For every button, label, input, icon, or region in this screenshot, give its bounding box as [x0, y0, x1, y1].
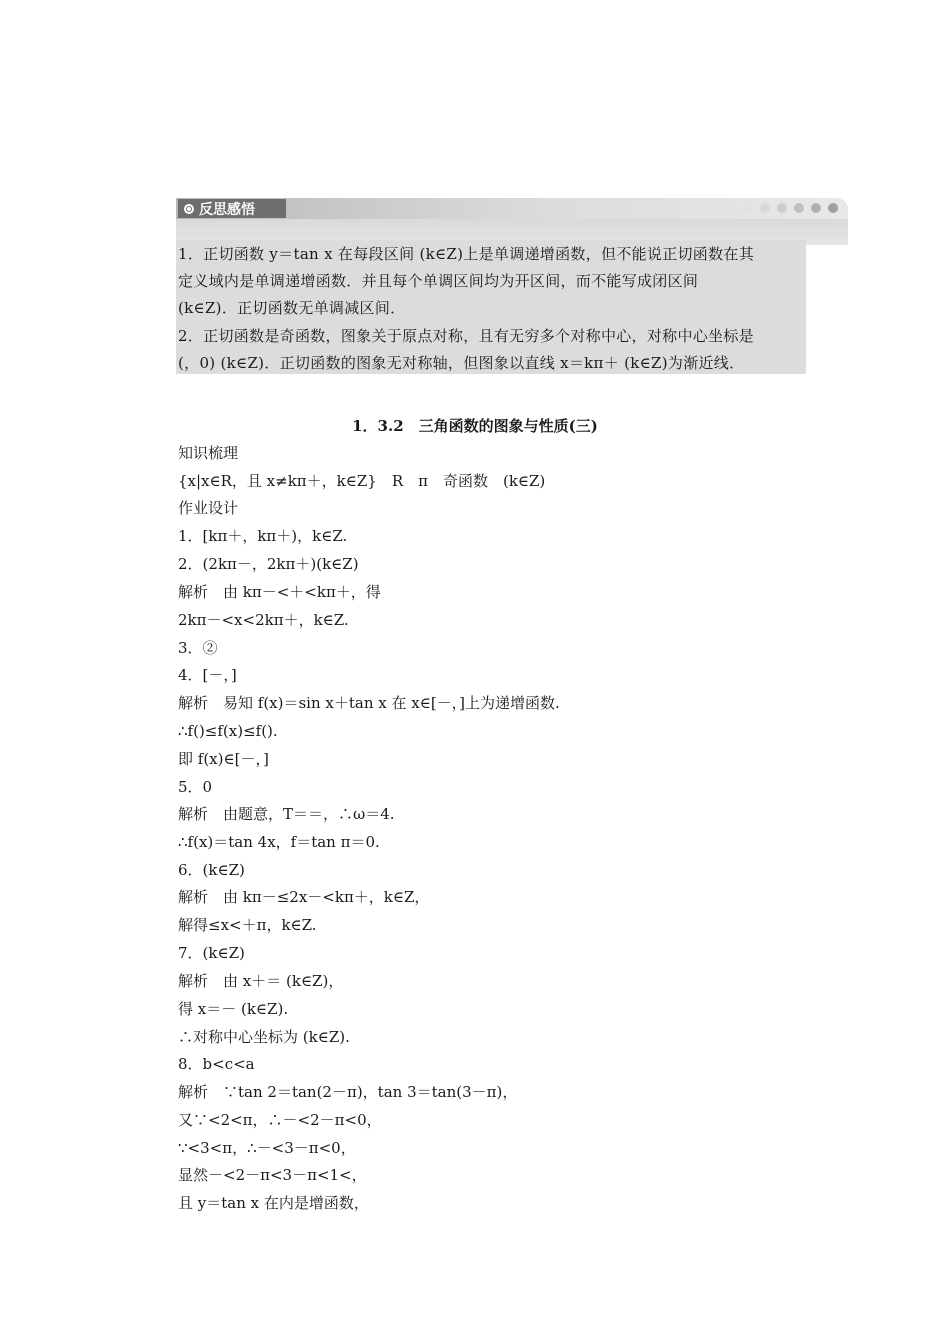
body-line: 1．[kπ＋，kπ＋)，k∈Z. — [178, 527, 348, 545]
dot-icon — [794, 203, 804, 213]
body-line: ∴f(x)＝tan 4x，f＝tan π＝0. — [178, 833, 380, 851]
body-line: 解析 由题意，T＝＝，∴ω＝4. — [178, 805, 395, 823]
body-line: 得 x＝－ (k∈Z). — [178, 1000, 289, 1018]
summary-line: (k∈Z)．正切函数无单调减区间． — [178, 299, 406, 317]
dot-icon — [828, 203, 838, 213]
bullseye-icon — [184, 204, 194, 214]
body-line: 解得≤x<＋π，k∈Z. — [178, 916, 317, 934]
body-line: ∴对称中心坐标为 (k∈Z). — [178, 1028, 350, 1046]
body-line: 解析 由 x＋＝ (k∈Z)， — [178, 972, 344, 990]
body-line: 即 f(x)∈[－，] — [178, 750, 269, 768]
body-line: 解析 ∵tan 2＝tan(2－π)，tan 3＝tan(3－π)， — [178, 1083, 518, 1101]
section-title: 1．3.2 三角函数的图象与性质(三) — [352, 417, 598, 435]
body-line: 4．[－，] — [178, 666, 237, 684]
summary-line: (，0) (k∈Z)．正切函数的图象无对称轴，但图象以直线 x＝kπ＋ (k∈Z)为渐近线． — [178, 354, 745, 372]
summary-line: 1．正切函数 y＝tan x 在每段区间 (k∈Z)上是单调递增函数，但不能说正切函数在其 — [178, 245, 755, 263]
body-line: 显然－<2－π<3－π<1<， — [178, 1166, 367, 1184]
dot-icon — [743, 203, 753, 213]
body-line: 知识梳理 — [178, 444, 239, 462]
banner-label: 反思感悟 — [199, 201, 255, 218]
body-line: 3．② — [178, 639, 218, 657]
body-line: ∴f()≤f(x)≤f(). — [178, 722, 278, 740]
dot-icon — [777, 203, 787, 213]
body-line: 又∵<2<π，∴－<2－π<0， — [178, 1111, 382, 1129]
reflection-banner — [176, 198, 848, 246]
banner-tag — [178, 199, 286, 218]
summary-line: 定义域内是单调递增函数．并且每个单调区间均为开区间，而不能写成闭区间 — [178, 272, 699, 290]
body-line: 解析 由 kπ－≤2x－<kπ＋，k∈Z， — [178, 888, 430, 906]
body-line: 且 y＝tan x 在内是增函数， — [178, 1194, 369, 1212]
summary-line: 2．正切函数是奇函数，图象关于原点对称，且有无穷多个对称中心，对称中心坐标是 — [178, 327, 754, 345]
body-line: 5．0 — [178, 778, 213, 796]
body-line: 2．(2kπ－，2kπ＋)(k∈Z) — [178, 555, 359, 573]
decorative-dots — [743, 203, 838, 213]
body-line: 解析 由 kπ－<＋<kπ＋，得 — [178, 583, 381, 601]
body-line: {x|x∈R，且 x≠kπ＋，k∈Z} R π 奇函数 (k∈Z) — [178, 472, 546, 490]
body-line: 作业设计 — [178, 499, 239, 517]
body-line: 6．(k∈Z) — [178, 861, 245, 879]
body-line: 7．(k∈Z) — [178, 944, 245, 962]
body-line: 2kπ－<x<2kπ＋，k∈Z. — [178, 611, 349, 629]
dot-icon — [760, 203, 770, 213]
body-line: 解析 易知 f(x)＝sin x＋tan x 在 x∈[－，]上为递增函数. — [178, 694, 560, 712]
banner-top-bar — [176, 198, 848, 219]
body-line: ∵<3<π，∴－<3－π<0， — [178, 1139, 356, 1157]
body-line: 8．b<c<a — [178, 1055, 255, 1073]
dot-icon — [811, 203, 821, 213]
